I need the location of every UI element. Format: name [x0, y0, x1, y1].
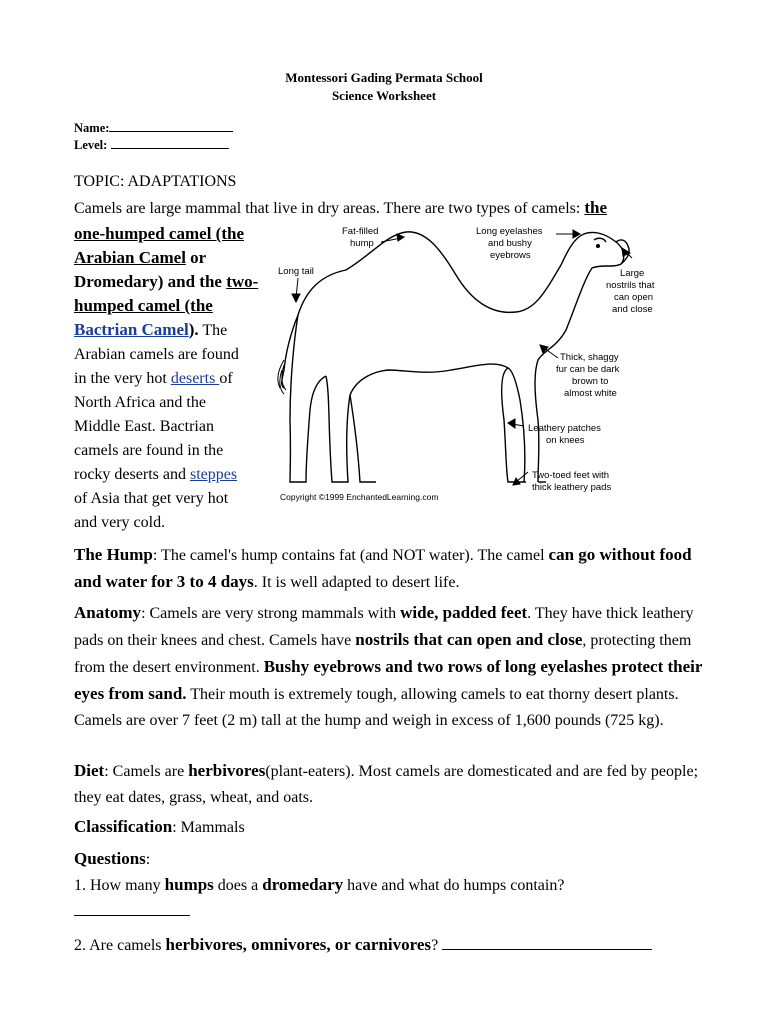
- label-eyes-3: eyebrows: [490, 250, 531, 261]
- label-nostril-3: can open: [614, 292, 654, 303]
- questions-colon: :: [145, 851, 151, 868]
- diagram-labels: [278, 226, 655, 502]
- q2-text-c: ?: [431, 937, 443, 954]
- diet-text-a: : Camels are: [104, 763, 189, 780]
- intro-line-1: [74, 196, 694, 221]
- diet-label: Diet: [74, 761, 105, 780]
- intro-line-8: North Africa and the: [74, 394, 206, 411]
- hump-text-c: . It is well adapted to desert life.: [253, 574, 460, 591]
- label-fur-3: brown to: [572, 376, 609, 387]
- question-2: [74, 932, 704, 959]
- label-nostril-4: and close: [612, 304, 653, 315]
- level-label: Level:: [74, 138, 108, 152]
- intro-the2: The: [198, 322, 228, 339]
- intro-one-humped: one-humped camel (the: [74, 224, 244, 243]
- q1-text-e: have and what do humps contain?: [343, 877, 565, 894]
- label-knees-2: on knees: [546, 435, 585, 446]
- label-fur-1: Thick, shaggy: [560, 352, 619, 363]
- anatomy-text-d: nostrils that can open and close: [355, 630, 583, 649]
- intro-very-hot: in the very hot: [74, 370, 171, 387]
- label-fur-2: fur can be dark: [556, 364, 620, 375]
- hump-text-a: : The camel's hump contains fat (and NOT water). The camel: [152, 547, 549, 564]
- question-1: [74, 872, 704, 925]
- label-hump-2: hump: [350, 238, 374, 249]
- label-hump-1: Fat-filled: [342, 226, 379, 237]
- anatomy-text-b: wide, padded feet: [400, 603, 528, 622]
- deserts-link[interactable]: deserts: [170, 370, 220, 387]
- anatomy-text-f: Bushy eyebrows and two rows of long eyelashes protect their eyes from sand.: [74, 657, 703, 703]
- hump-text-b: can go without food and water for 3 to 4 days: [74, 545, 692, 591]
- diet-text-b: herbivores: [188, 761, 266, 780]
- intro-left-column: [74, 220, 274, 535]
- intro-the: the: [584, 198, 607, 217]
- label-copyright: Copyright ©1999 EnchantedLearning.com: [280, 492, 439, 502]
- label-nostril-2: nostrils that: [606, 280, 655, 291]
- level-field[interactable]: [74, 138, 229, 153]
- anatomy-paragraph: [74, 600, 704, 734]
- label-tail: Long tail: [278, 266, 314, 277]
- label-feet-1: Two-toed feet with: [532, 470, 610, 481]
- name-blank[interactable]: [109, 121, 233, 132]
- steppes-link[interactable]: steppes: [189, 466, 238, 483]
- bactrian-camel-link[interactable]: Bactrian Camel: [74, 320, 189, 339]
- name-field[interactable]: [74, 121, 233, 136]
- q1-answer-blank[interactable]: [74, 901, 190, 916]
- classification-line: [74, 814, 704, 841]
- name-label: Name:: [74, 121, 110, 135]
- anatomy-label: Anatomy: [74, 603, 142, 622]
- label-feet-2: thick leathery pads: [532, 482, 612, 493]
- anatomy-text-g: Their mouth is extremely tough, allowing camels to eat thorny desert plants. Camels are over 7 feet (2 m) tall at the hump and weigh in excess of 1,600 pounds (725 kg).: [74, 686, 679, 729]
- diet-paragraph: [74, 758, 704, 811]
- anatomy-text-a: : Camels are very strong mammals with: [141, 605, 401, 622]
- intro-line-10: camels are found in the: [74, 442, 224, 459]
- intro-two: two-: [226, 272, 259, 291]
- label-eyes-2: and bushy: [488, 238, 532, 249]
- intro-two-humped: humped camel (the: [74, 296, 213, 315]
- camel-eye: [596, 244, 600, 248]
- arabian-camel-link[interactable]: Arabian Camel: [74, 248, 186, 267]
- intro-line-9: Middle East. Bactrian: [74, 418, 214, 435]
- anatomy-text-c: . They have thick leathery pads on their knees and chest. Camels have: [74, 605, 694, 649]
- intro-or: or: [185, 248, 207, 267]
- anatomy-text-e: , protecting them from the desert environment.: [74, 632, 692, 676]
- q1-text-c: does a: [213, 877, 263, 894]
- intro-paren: ).: [188, 320, 199, 339]
- intro-line-13: and very cold.: [74, 514, 166, 531]
- classification-value: : Mammals: [172, 819, 245, 836]
- questions-heading: [74, 846, 704, 873]
- diet-text-c: (plant-eaters). Most camels are domesticated and are fed by people; they eat dates, grass, wheat, and oats.: [74, 763, 699, 806]
- q1-text-a: 1. How many: [74, 877, 165, 894]
- intro-line-12: of Asia that get very hot: [74, 490, 229, 507]
- label-knees-1: Leathery patches: [528, 423, 601, 434]
- intro-of: of: [219, 370, 233, 387]
- q2-text-a: 2. Are camels: [74, 937, 166, 954]
- level-blank[interactable]: [111, 138, 229, 149]
- q2-options: herbivores, omnivores, or carnivores: [165, 935, 432, 954]
- q2-answer-blank[interactable]: [442, 935, 652, 950]
- hump-paragraph: [74, 542, 704, 596]
- q1-humps: humps: [164, 875, 214, 894]
- school-title: Montessori Gading Permata School: [285, 70, 483, 85]
- q1-dromedary: dromedary: [262, 875, 344, 894]
- intro-dromedary: Dromedary) and the: [74, 272, 227, 291]
- worksheet-subtitle: Science Worksheet: [331, 88, 437, 103]
- camel-diagram: [276, 220, 696, 505]
- label-eyes-1: Long eyelashes: [476, 226, 543, 237]
- classification-label: Classification: [74, 817, 173, 836]
- hump-label: The Hump: [74, 545, 153, 564]
- intro-rocky: rocky deserts and: [74, 466, 190, 483]
- topic-heading: TOPIC: ADAPTATIONS: [74, 173, 237, 190]
- intro-text: Camels are large mammal that live in dry areas. There are two types of camels:: [74, 200, 585, 217]
- questions-label: Questions: [74, 849, 146, 868]
- intro-line-6: Arabian camels are found: [74, 346, 239, 363]
- label-fur-4: almost white: [564, 388, 617, 399]
- label-nostril-1: Large: [620, 268, 645, 279]
